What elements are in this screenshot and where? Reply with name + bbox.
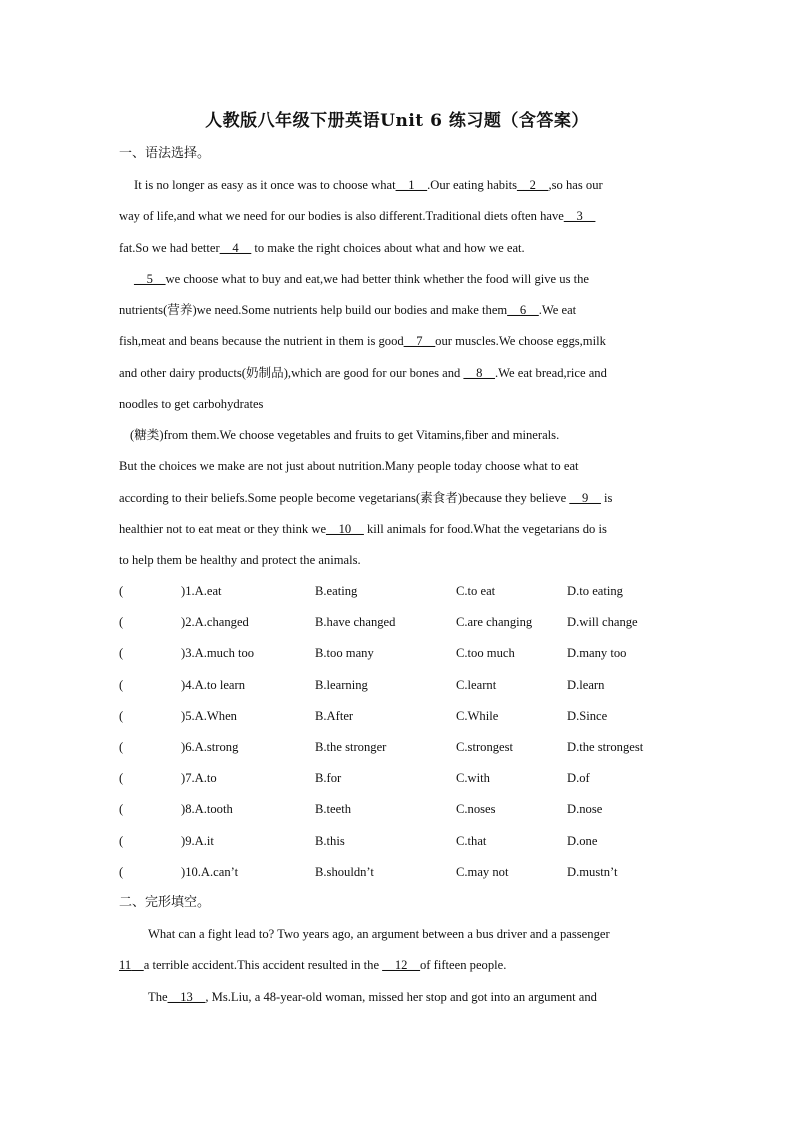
paragraph-line: It is no longer as easy as it once was to choose what__1__.Our eating habits__2__,so has our <box>134 178 603 192</box>
paragraph-line: __5__we choose what to buy and eat,we had better think whether the food will give us the <box>134 272 590 286</box>
paragraph-line: according to their beliefs.Some people become vegetarians(素食者)because they believe __9__ is <box>119 491 613 505</box>
section-heading-cloze: 二、完形填空。 <box>119 895 211 910</box>
paragraph-line: But the choices we make are not just about nutrition.Many people today choose what to eat <box>119 459 579 473</box>
paragraph-line: noodles to get carbohydrates <box>119 397 264 411</box>
blank-11: 11 <box>119 958 132 972</box>
blank-12: __12__ <box>382 958 420 972</box>
blank-6: __6__ <box>507 303 539 317</box>
paragraph-line: 11 a terrible accident.This accident resulted in the __12__of fifteen people. <box>119 958 507 972</box>
blank-4: __4__ <box>219 241 252 255</box>
option-row: ( )10.A.can’t B.shouldn’t C.may not D.mustn’t <box>119 865 618 879</box>
paragraph-line: to help them be healthy and protect the animals. <box>119 553 361 567</box>
paragraph-line: healthier not to eat meat or they think we__10__ kill animals for food.What the vegetarians do is <box>119 522 607 536</box>
paragraph-line: nutrients(营养)we need.Some nutrients help build our bodies and make them__6__.We eat <box>119 303 577 317</box>
option-row: ( )5.A.When B.After C.While D.Since <box>119 709 608 723</box>
blank-2: __2__ <box>516 178 549 192</box>
option-row: ( )6.A.strong B.the stronger C.strongest D.the strongest <box>119 740 644 754</box>
page-title: 人教版八年级下册英语Unit 6 练习题（含答案） <box>205 111 589 131</box>
option-row: ( )1.A.eat B.eating C.to eat D.to eating <box>119 584 623 598</box>
paragraph-line: What can a fight lead to? Two years ago, an argument between a bus driver and a passenger <box>148 927 610 941</box>
paragraph-line: way of life,and what we need for our bodies is also different.Traditional diets often have__3__ <box>119 209 596 223</box>
section-heading-grammar: 一、语法选择。 <box>119 146 211 161</box>
blank-10: __10__ <box>326 522 364 536</box>
paragraph-line: and other dairy products(奶制品),which are good for our bones and __8__.We eat bread,rice and <box>119 366 607 380</box>
paragraph-line: fish,meat and beans because the nutrient in them is good__7__our muscles.We choose eggs,milk <box>119 334 606 348</box>
blank-13: __13__ <box>167 990 206 1004</box>
option-row: ( )2.A.changed B.have changed C.are changing D.will change <box>119 615 638 629</box>
option-row: ( )9.A.it B.this C.that D.one <box>119 834 598 848</box>
blank-5: __5__ <box>134 272 166 286</box>
option-row: ( )3.A.much too B.too many C.too much D.many too <box>119 646 627 660</box>
option-row: ( )4.A.to learn B.learning C.learnt D.learn <box>119 678 605 692</box>
blank-8: __8__ <box>463 366 495 380</box>
blank-9: __9__ <box>569 491 601 505</box>
option-row: ( )7.A.to B.for C.with D.of <box>119 771 590 785</box>
paragraph-line: (糖类)from them.We choose vegetables and fruits to get Vitamins,fiber and minerals. <box>130 428 560 442</box>
blank-7: __7__ <box>403 334 436 348</box>
blank-1: __1__ <box>395 178 428 192</box>
blank-3: __3__ <box>563 209 596 223</box>
paragraph-line: fat.So we had better__4__ to make the right choices about what and how we eat. <box>119 241 525 255</box>
paragraph-line: The__13__, Ms.Liu, a 48-year-old woman, missed her stop and got into an argument and <box>148 990 597 1004</box>
option-row: ( )8.A.tooth B.teeth C.noses D.nose <box>119 802 603 816</box>
